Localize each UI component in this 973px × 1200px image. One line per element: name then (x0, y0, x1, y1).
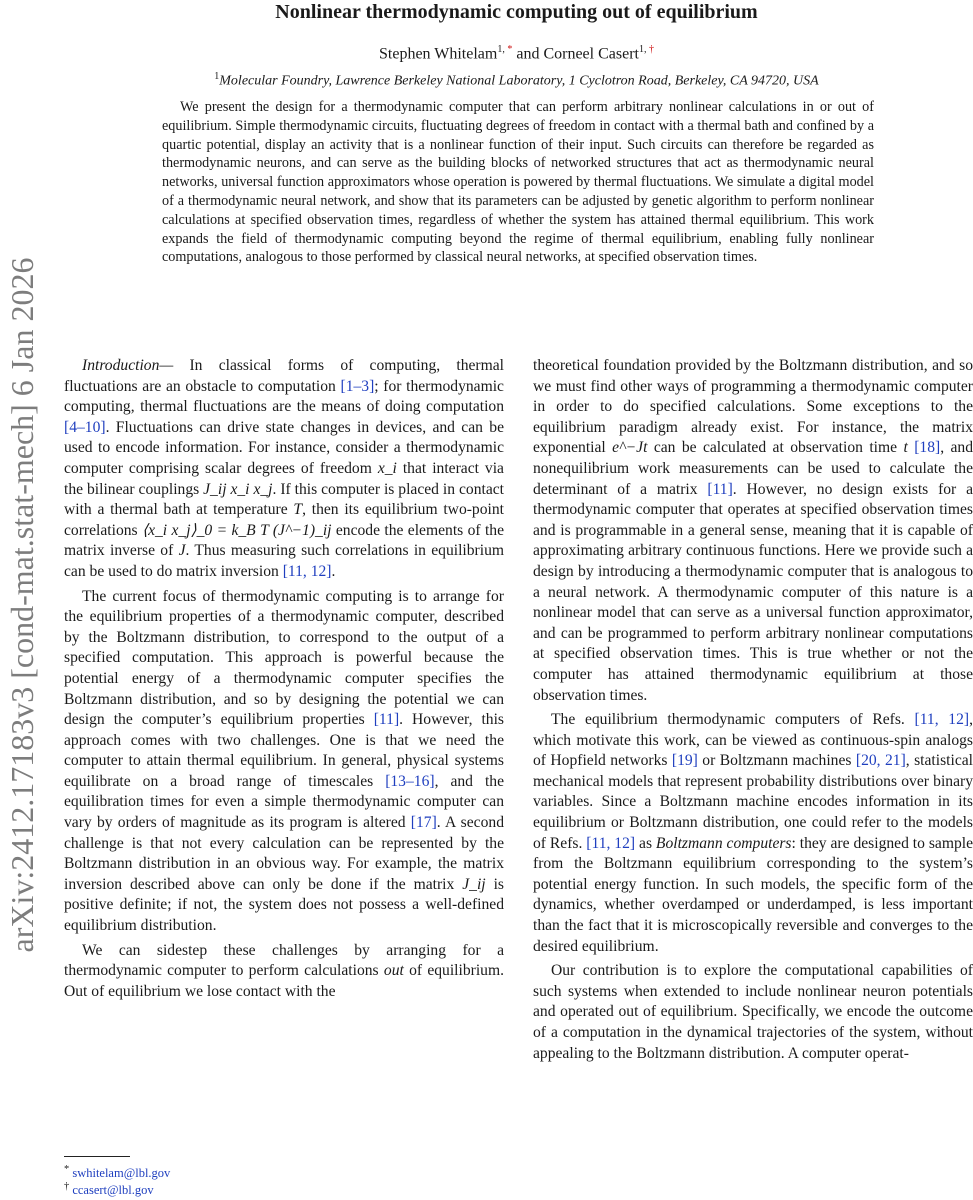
author-name: Stephen Whitelam (379, 45, 498, 63)
paragraph: The current focus of thermodynamic computing is to arrange for the equilibrium properties of a thermodynamic computer, described by the Boltzmann distribution, to correspond to the output of a specified computation. This approach is powerful because the potential energy of a thermodynamic computer specifies the Boltzmann distribution, and so by designing the potential we can design the computer’s equilibrium properties [11]. However, this approach comes with two challenges. One is that we need the computer to attain thermal equilibrium. In general, physical systems equilibrate on a broad range of timescales [13–16], and the equilibration times for even a simple thermodynamic computer can vary by orders of magnitude as its program is altered [17]. A second challenge is that not every calculation can be represented by the Boltzmann distribution in an obvious way. For example, the matrix inversion described above can only be done if the matrix J_ij is positive definite; if not, the system does not possess a well-defined equilibrium distribution. (64, 587, 505, 935)
citation-link[interactable]: [13–16] (385, 772, 435, 790)
author-name: Corneel Casert (543, 45, 639, 63)
math-inline: x_i (377, 459, 397, 477)
citation-link[interactable]: [11, 12] (586, 834, 636, 852)
paper-title: Nonlinear thermodynamic computing out of equilibrium (275, 1, 758, 23)
author-affil-sup: 1, * (497, 44, 513, 55)
footnote-link[interactable]: * (507, 44, 513, 55)
math-inline: J_ij (462, 875, 486, 893)
citation-link[interactable]: [11] (373, 711, 400, 729)
citation-link[interactable]: [17] (410, 814, 437, 832)
math-inline: ⟨x_i x_j⟩_0 = k_B T (J^−1)_ij (141, 521, 332, 539)
paragraph: theoretical foundation provided by the Boltzmann distribution, and so we must find other ways of programming a thermodynamic computer in order to do specified calculations. Some exceptions to the equilibrium paradigm already exist. For instance, the matrix exponential e^−Jt can be calculated at observation time t [18], and nonequilibrium work measurements can be used to calculate the determinant of a matrix [11]. However, no design exists for a thermodynamic computer that operates at specified observation times and is programmable in a general sense, meaning that it is capable of approximating arbitrary continuous functions. Here we provide such a design by introducing a thermodynamic computer that is analogous to a neural network. A thermodynamic computer of this nature is a nonlinear model that can serve as a universal function approximator, and can be programmed to perform arbitrary nonlinear computations at specified observation times. This is true whether or not the computer has attained thermodynamic equilibrium at those observation times. (533, 357, 973, 704)
paragraph: We can sidestep these challenges by arranging for a thermodynamic computer to perform calculations out of equilibrium. Out of equilibrium we lose contact with the (64, 941, 504, 1000)
author-line (60, 40, 973, 64)
affiliation-text: Molecular Foundry, Lawrence Berkeley National Laboratory, 1 Cyclotron Road, Berkeley, CA 94720, USA (219, 73, 819, 89)
abstract: We present the design for a thermodynamic computer that can perform arbitrary nonlinear calculations in or out of equilibrium. Simple thermodynamic circuits, fluctuating degrees of freedom in contact with a thermal bath and confined by a quartic potential, display an activity that is a nonlinear function of their input. Such circuits can therefore be regarded as thermodynamic neurons, and can serve as the building blocks of networked structures that act as thermodynamic neural networks, universal function approximators whose operation is powered by thermal fluctuations. We simulate a digital model of a thermodynamic neural network, and show that its parameters can be adjusted by genetic algorithm to perform nonlinear calculations at specified observation times, regardless of whether the system has attained thermal equilibrium. This work expands the field of thermodynamic computing beyond the regime of thermal equilibrium, enabling fully nonlinear computations, analogous to those performed by classical neural networks, at specified observation times. (162, 99, 874, 266)
citation-link[interactable]: [18] (914, 439, 941, 457)
emphasis: out (383, 962, 404, 980)
arxiv-identifier: arXiv:2412.17183v3 [cond-mat.stat-mech] 6 Jan 2026 (4, 257, 40, 953)
math-inline: J (178, 542, 186, 560)
citation-link[interactable]: [20, 21] (855, 752, 906, 770)
footnote (64, 1179, 364, 1198)
citation-link[interactable]: [11, 12] (914, 711, 970, 729)
footnote-mark: † (64, 1181, 70, 1192)
paragraph: The equilibrium thermodynamic computers of Refs. [11, 12], which motivate this work, can be viewed as continuous-spin analogs of Hopfield networks [19] or Boltzmann machines [20, 21], statistical mechanical models that represent probability distributions over binary variables. Since a Boltzmann machine encodes information in its equilibrium or Boltzmann distribution, one could refer to the models of Refs. [11, 12] as Boltzmann computers: they are designed to sample from the Boltzmann equilibrium corresponding to the system’s potential energy function. In such models, the specific form of the dynamics, whether overdamped or underdamped, is less important than the fact that it is microscopically reversible and converges to the desired equilibrium. (533, 711, 973, 955)
math-inline: T (293, 501, 303, 519)
emphasis: Boltzmann computers (655, 834, 792, 852)
paragraph: Our contribution is to explore the computational capabilities of such systems when extended to include nonlinear neuron potentials and operated out of equilibrium. Specifically, we encode the outcome of a computation in the dynamical trajectories of the system, without appealing to the Boltzmann distribution. A computer operat- (533, 962, 973, 1062)
left-column (64, 356, 504, 1006)
math-inline: J_ij x_i x_j (203, 480, 273, 498)
citation-link[interactable]: [19] (671, 752, 698, 770)
section-lead: Introduction— (82, 357, 174, 374)
citation-link[interactable]: [11] (707, 480, 733, 498)
affiliation (60, 68, 973, 91)
email-link[interactable]: ccasert@lbl.gov (72, 1183, 154, 1198)
citation-link[interactable]: [1–3] (340, 377, 375, 395)
math-inline: t (903, 439, 908, 457)
affiliation-sup: 1 (214, 71, 220, 82)
right-column (533, 356, 973, 1068)
citation-link[interactable]: [11, 12] (282, 562, 332, 580)
footnote-link[interactable]: † (648, 44, 654, 55)
author-separator: and (512, 45, 544, 63)
arxiv-side-stamp (2, 20, 42, 1190)
citation-link[interactable]: [4–10] (64, 418, 106, 436)
author-affil-sup: 1, † (638, 44, 654, 55)
paragraph: Introduction— In classical forms of computing, thermal fluctuations are an obstacle to computation [1–3]; for thermodynamic computing, thermal fluctuations are the means of doing computation [4–10]. Fluctuations can drive state changes in devices, and can be used to encode information. For instance, consider a thermodynamic computer comprising scalar degrees of freedom x_i that interact via the bilinear couplings J_ij x_i x_j. If this computer is placed in contact with a thermal bath at temperature T, then its equilibrium two-point correlations ⟨x_i x_j⟩_0 = k_B T (J^−1)_ij encode the elements of the matrix inverse of J. Thus measuring such correlations in equilibrium can be used to do matrix inversion [11, 12]. (64, 357, 505, 580)
footnote-mark: * (64, 1164, 70, 1175)
email-link[interactable]: swhitelam@lbl.gov (72, 1166, 171, 1181)
math-inline: e^−Jt (612, 439, 648, 457)
footnote-rule (64, 1156, 130, 1157)
